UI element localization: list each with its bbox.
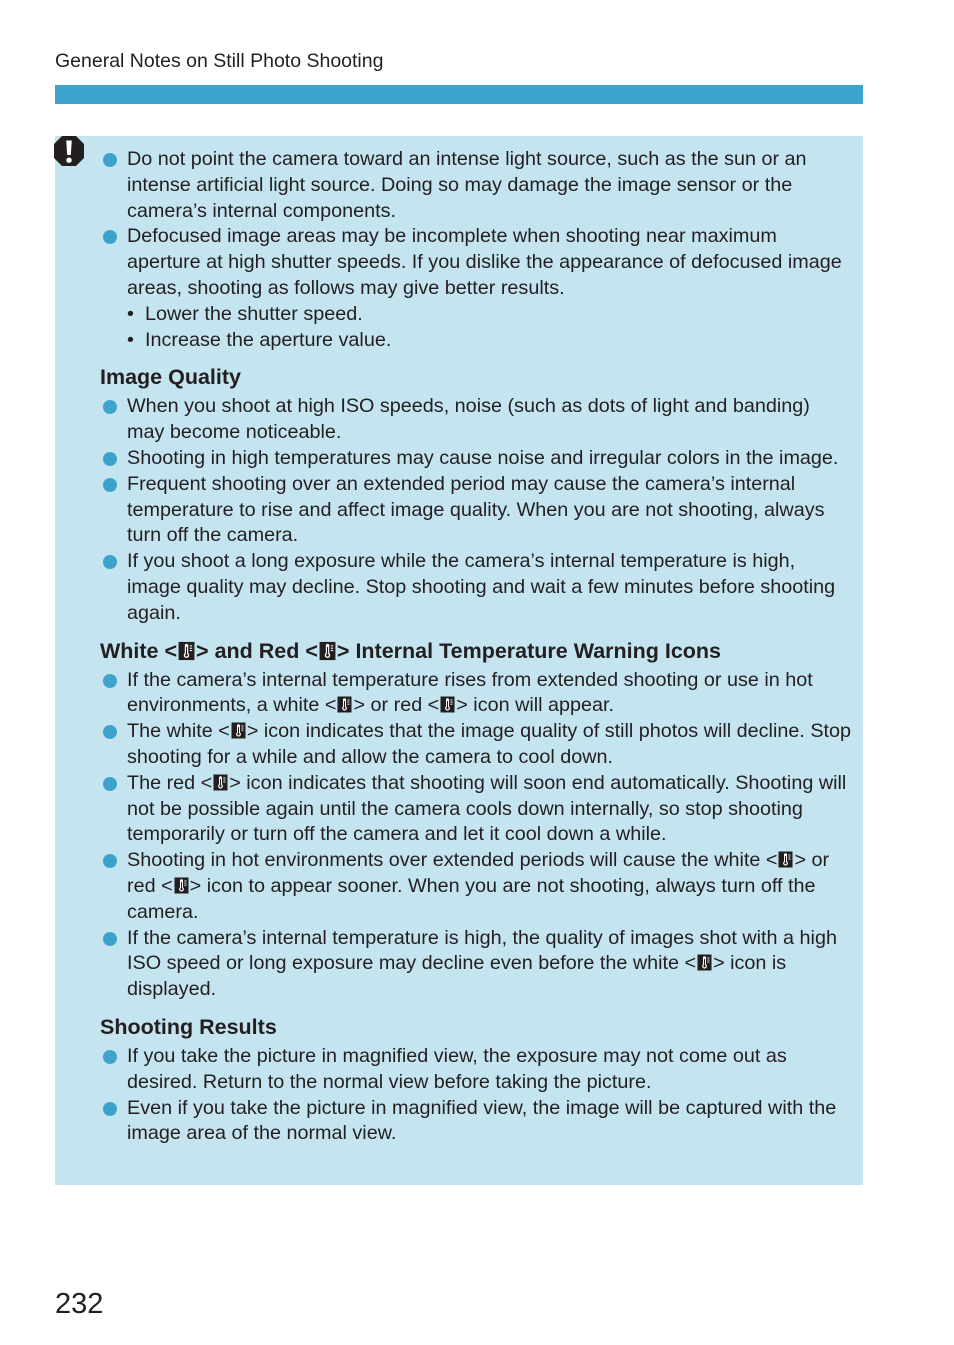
bullet-icon bbox=[103, 555, 117, 569]
caution-icon bbox=[53, 135, 85, 167]
list-item bbox=[100, 848, 852, 925]
list-item-text: Shooting in hot environments over extended periods will cause the white < > or red < > icon to appear sooner. When you are not shooting, always turn off the camera. bbox=[127, 849, 830, 923]
section-heading-shooting-results: Shooting Results bbox=[100, 1014, 277, 1039]
header-rule bbox=[55, 85, 863, 104]
heading-text: White < bbox=[100, 638, 178, 663]
sub-list-item-text: Increase the aperture value. bbox=[145, 328, 392, 351]
caution-content bbox=[100, 147, 852, 1147]
section-heading-image-quality: Image Quality bbox=[100, 365, 241, 390]
list-item bbox=[100, 147, 852, 224]
list-item-text: The white < > icon indicates that the image quality of still photos will decline. Stop shooting for a while and allow the camera to cool down. bbox=[127, 720, 852, 768]
list-item bbox=[100, 472, 852, 549]
list-item bbox=[100, 1044, 852, 1096]
bullet-icon bbox=[103, 854, 117, 868]
bullet-icon bbox=[103, 1102, 117, 1116]
list-item bbox=[100, 394, 852, 446]
list-item-text: If the camera’s internal temperature rises from extended shooting or use in hot environments, a white < > or red < > icon will appear. bbox=[127, 668, 813, 717]
list-item-text: Frequent shooting over an extended period may cause the camera’s internal temperature to rise and affect image quality. When you are not shooting, always turn off the camera. bbox=[127, 472, 825, 547]
bullet-icon bbox=[103, 153, 117, 167]
list-item-text: Even if you take the picture in magnified view, the image will be captured with the image area of the normal view. bbox=[127, 1096, 837, 1145]
white-thermometer-icon bbox=[697, 954, 712, 971]
bullet-icon bbox=[103, 478, 117, 492]
bullet-icon bbox=[103, 674, 117, 688]
list-item-text: Shooting in high temperatures may cause noise and irregular colors in the image. bbox=[127, 446, 839, 469]
section-heading-temperature-warning bbox=[100, 638, 852, 664]
list-item bbox=[100, 1096, 852, 1148]
list-item bbox=[100, 668, 852, 720]
red-thermometer-icon bbox=[319, 641, 336, 661]
list-item-text: Defocused image areas may be incomplete when shooting near maximum aperture at high shutter speeds. If you dislike the appearance of defocused image areas, shooting as follows may give better results. bbox=[127, 225, 842, 299]
list-item bbox=[100, 549, 852, 626]
white-thermometer-icon bbox=[231, 722, 246, 739]
white-thermometer-icon bbox=[178, 641, 195, 661]
white-thermometer-icon bbox=[337, 696, 352, 713]
red-thermometer-icon bbox=[213, 774, 228, 791]
list-item bbox=[100, 446, 852, 472]
heading-text: > and Red < bbox=[196, 638, 318, 663]
sub-bullet-icon: • bbox=[127, 328, 134, 351]
list-item-text: When you shoot at high ISO speeds, noise (such as dots of light and banding) may become noticeable. bbox=[127, 395, 810, 444]
bullet-icon bbox=[103, 230, 117, 244]
heading-text: > Internal Temperature Warning Icons bbox=[336, 638, 722, 663]
red-thermometer-icon bbox=[440, 696, 455, 713]
list-item-text: If you take the picture in magnified view, the exposure may not come out as desired. Return to the normal view before taking the picture. bbox=[127, 1044, 787, 1093]
page-number: 232 bbox=[55, 1288, 104, 1320]
bullet-icon bbox=[103, 452, 117, 466]
list-item-text: Do not point the camera toward an intense light source, such as the sun or an intense artificial light source. Doing so may damage the image sensor or the camera’s internal components. bbox=[127, 148, 807, 222]
list-item-text: If you shoot a long exposure while the camera’s internal temperature is high, image quality may decline. Stop shooting and wait a few minutes before shooting again. bbox=[127, 550, 836, 624]
bullet-icon bbox=[103, 400, 117, 414]
list-item bbox=[100, 771, 852, 848]
page-header-title: General Notes on Still Photo Shooting bbox=[55, 50, 384, 72]
red-thermometer-icon bbox=[174, 877, 189, 894]
list-item-text: The red < > icon indicates that shooting will soon end automatically. Shooting will not be possible again until the camera cools down internally, so stop shooting temporarily or turn off the camera and let it cool down a while. bbox=[127, 771, 847, 846]
sub-list-item-text: Lower the shutter speed. bbox=[145, 302, 363, 325]
sub-list-item bbox=[100, 328, 852, 354]
bullet-icon bbox=[103, 1050, 117, 1064]
bullet-icon bbox=[103, 932, 117, 946]
bullet-icon bbox=[103, 725, 117, 739]
list-item-text: If the camera’s internal temperature is high, the quality of images shot with a high ISO speed or long exposure may decline even before the white < > icon is displayed. bbox=[127, 926, 837, 1001]
bullet-icon bbox=[103, 777, 117, 791]
sub-list-item bbox=[100, 302, 852, 328]
list-item bbox=[100, 926, 852, 1003]
list-item bbox=[100, 224, 852, 301]
white-thermometer-icon bbox=[778, 851, 793, 868]
list-item bbox=[100, 719, 852, 771]
sub-bullet-icon: • bbox=[127, 302, 134, 325]
